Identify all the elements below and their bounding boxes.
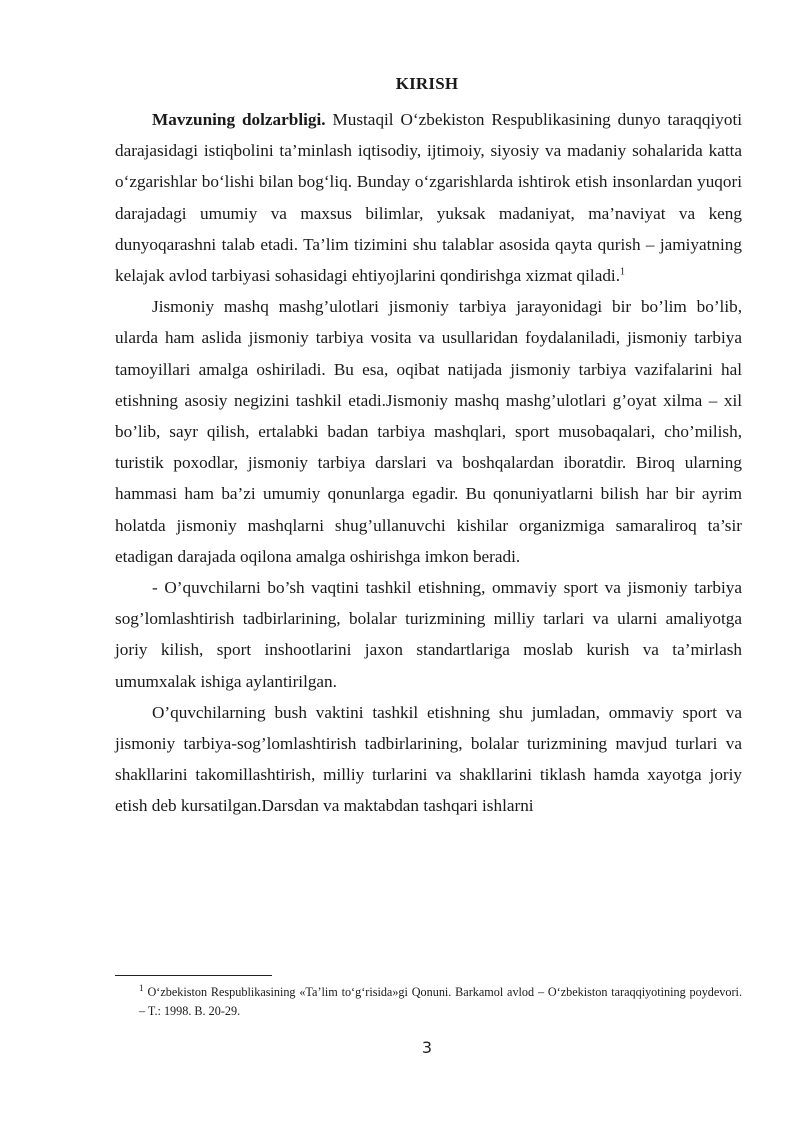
footnote-mark: 1 (139, 982, 144, 993)
body-text (115, 104, 742, 822)
page-number: 3 (421, 1038, 433, 1057)
footnote (139, 983, 742, 1021)
footnote-text: O‘zbekiston Respublikasining «Ta’lim to‘g‘risida»gi Qonuni. Barkamol avlod – O‘zbekiston taraqqiyotining poydevori. – T.: 1998. B. 20-29. (139, 985, 742, 1018)
paragraph-2: Jismoniy mashq mashg’ulotlari jismoniy tarbiya jarayonidagi bir bo’lim bo’lib, ularda ham aslida jismoniy tarbiya vosita va usullaridan foydalaniladi, jismoniy tarbiya tamoyillari amalga oshiriladi. Bu esa, oqibat natijada jismoniy tarbiya vazifalarini hal etishning asosiy negizini tashkil etadi.Jismoniy mashq mashg’ulotlari g’oyat xilma – xil bo’lib, sayr qilish, ertalabki badan tarbiya mashqlari, sport musobaqalari, cho’milish, turistik poxodlar, jismoniy tarbiya darslari va boshqalardan iboratdir. Biroq ularning hammasi ham ba’zi umumiy qonunlarga egadir. Bu qonuniyatlarni bilish har bir ayrim holatda jismoniy mashqlarni shug’ullanuvchi kishilar organizmiga samaraliroq ta’sir etadigan darajada oqilona amalga oshirishga imkon beradi. (115, 297, 742, 566)
paragraph-1-text: Mustaqil O‘zbekiston Respublikasining dunyo taraqqiyoti darajasidagi istiqbolini ta’minlash iqtisodiy, ijtimoiy, siyosiy va madaniy sohalarida katta o‘zgarishlar bo‘lishi bilan bog‘liq. Bunday o‘zgarishlarda ishtirok etish insonlardan yuqori darajadagi umumiy va maxsus bilimlar, yuksak madaniyat, ma’naviyat va keng dunyoqarashni talab etadi. Ta’lim tizimini shu talablar asosida qayta qurish – jamiyatning kelajak avlod tarbiyasi sohasidagi ehtiyojlarini qondirishga xizmat qiladi. (115, 110, 743, 286)
paragraph-lead: Mavzuning dolzarbligi. (152, 110, 326, 129)
footnote-reference[interactable]: 1 (620, 266, 626, 278)
paragraph-3: - O’quvchilarni bo’sh vaqtini tashkil etishning, ommaviy sport va jismoniy tarbiya sog’lomlashtirish tadbirlarining, bolalar turizmining milliy tarlari va ularni amaliyotga joriy kilish, sport inshootlarini jaxon standartlariga moslab kurish va ta’mirlash umumxalak ishiga aylantirilgan. (115, 578, 742, 691)
section-heading: KIRISH (395, 74, 459, 93)
paragraph-1 (115, 104, 742, 291)
paragraph-4: O’quvchilarning bush vaktini tashkil etishning shu jumladan, ommaviy sport va jismoniy tarbiya-sog’lomlashtirish tadbirlarining, bolalar turizmining mavjud turlari va shakllarini takomillashtirish, milliy turlarini va shakllarini tiklash hamda xayotga joriy etish deb kursatilgan.Darsdan va maktabdan tashqari ishlarni (115, 702, 742, 816)
footnote-divider (115, 975, 272, 976)
